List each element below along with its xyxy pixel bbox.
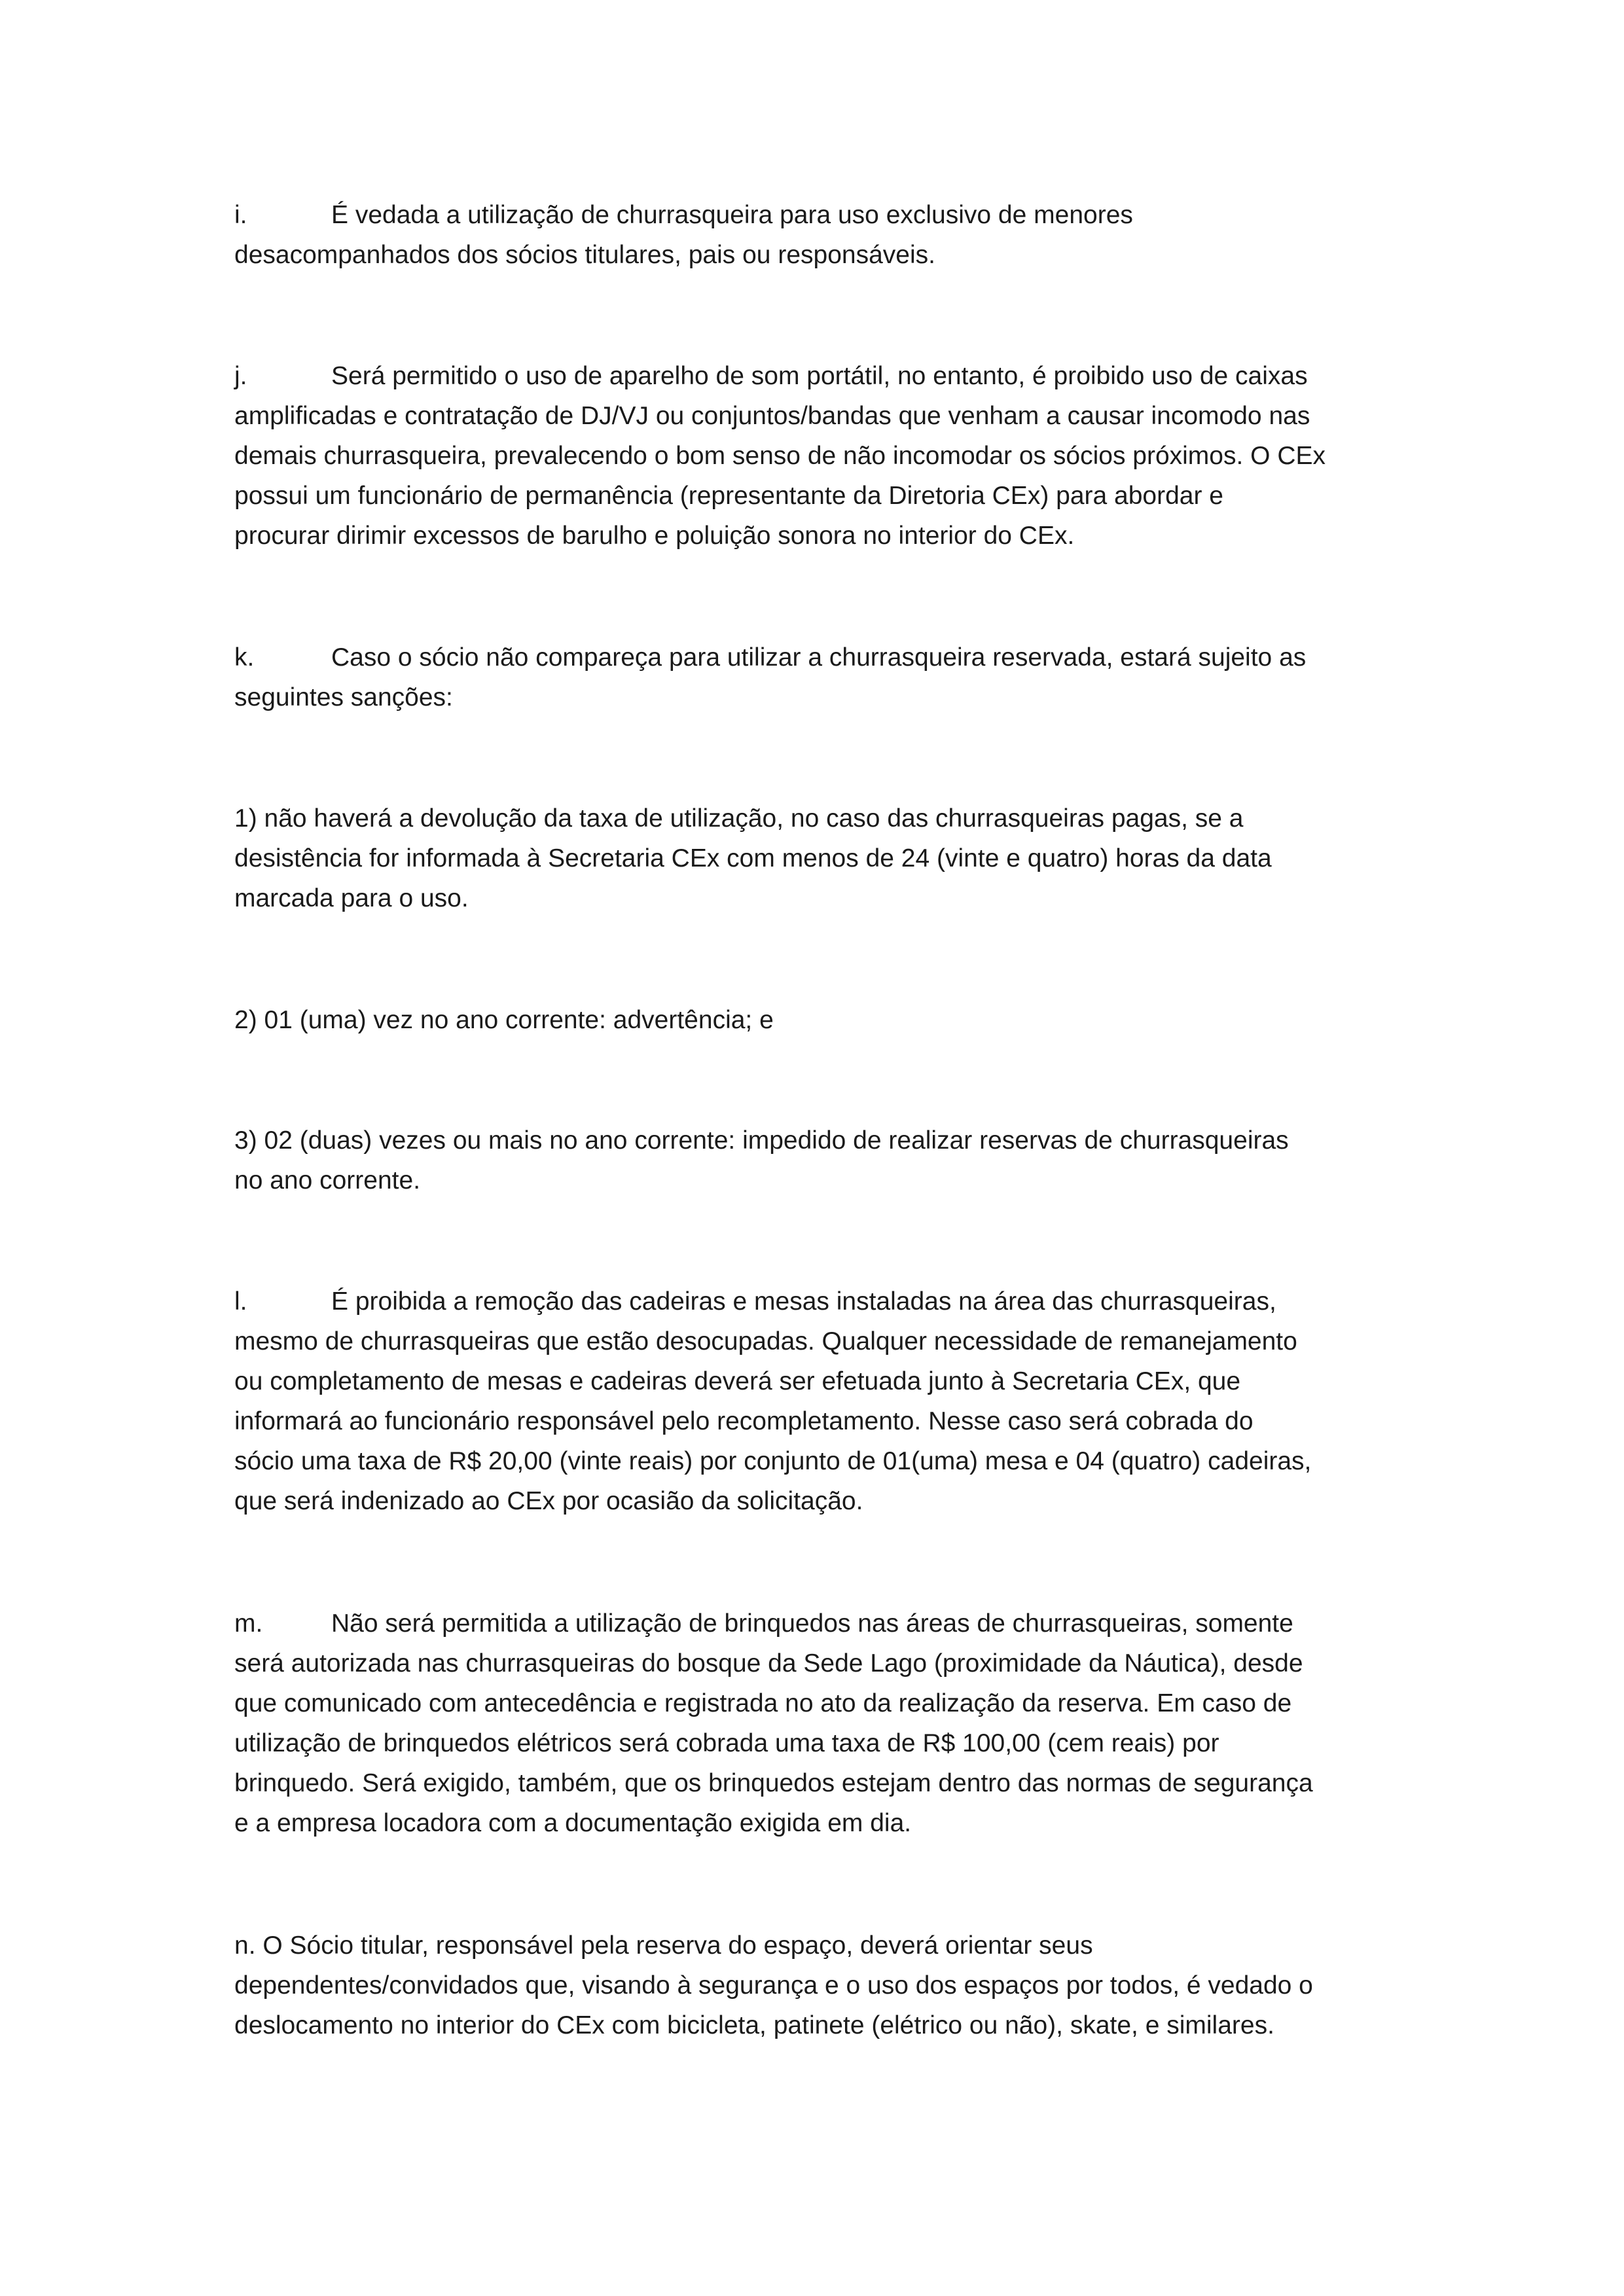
- item-marker: m.: [234, 1609, 263, 1638]
- text-line: seguintes sanções:: [234, 683, 453, 711]
- paragraph-sanction-1: [234, 798, 1406, 918]
- text-line: deslocamento no interior do CEx com bicicleta, patinete (elétrico ou não), skate, e similares.: [234, 2011, 1274, 2039]
- text-line: 1) não haverá a devolução da taxa de utilização, no caso das churrasqueiras pagas, se a: [234, 804, 1244, 833]
- text-line: procurar dirimir excessos de barulho e poluição sonora no interior do CEx.: [234, 522, 1075, 550]
- line-text: Caso o sócio não compareça para utilizar a churrasqueira reservada, estará sujeito as: [331, 643, 1307, 672]
- text-line: no ano corrente.: [234, 1166, 421, 1194]
- paragraph-item-m: [234, 1604, 1406, 1843]
- text-line: ou completamento de mesas e cadeiras deverá ser efetuada junto à Secretaria CEx, que: [234, 1367, 1241, 1395]
- text-line: [234, 1282, 1406, 1321]
- paragraph-item-n: [234, 1926, 1406, 2045]
- text-line: utilização de brinquedos elétricos será cobrada uma taxa de R$ 100,00 (cem reais) por: [234, 1729, 1219, 1757]
- text-line: informará ao funcionário responsável pelo recompletamento. Nesse caso será cobrada do: [234, 1407, 1254, 1435]
- text-line: amplificadas e contratação de DJ/VJ ou conjuntos/bandas que venham a causar incomodo nas: [234, 402, 1310, 430]
- text-line: 2) 01 (uma) vez no ano corrente: advertência; e: [234, 1006, 774, 1034]
- paragraph-sanction-2: [234, 1000, 1406, 1040]
- item-marker: i.: [234, 201, 247, 229]
- text-line: [234, 356, 1406, 396]
- text-line: possui um funcionário de permanência (representante da Diretoria CEx) para abordar e: [234, 482, 1223, 510]
- line-text: Não será permitida a utilização de brinquedos nas áreas de churrasqueiras, somente: [331, 1609, 1293, 1638]
- item-marker: k.: [234, 643, 255, 672]
- text-line: n. O Sócio titular, responsável pela reserva do espaço, deverá orientar seus: [234, 1931, 1093, 1960]
- text-line: demais churrasqueira, prevalecendo o bom senso de não incomodar os sócios próximos. O CEx: [234, 442, 1326, 470]
- text-line: que comunicado com antecedência e registrada no ato da realização da reserva. Em caso de: [234, 1689, 1292, 1717]
- paragraph-item-l: [234, 1282, 1406, 1521]
- item-marker: j.: [234, 362, 247, 390]
- text-line: dependentes/convidados que, visando à segurança e o uso dos espaços por todos, é vedado o: [234, 1971, 1313, 2000]
- line-text: É vedada a utilização de churrasqueira para uso exclusivo de menores: [331, 201, 1133, 229]
- paragraph-item-j: [234, 356, 1406, 556]
- text-line: [234, 1604, 1406, 1643]
- line-text: Será permitido o uso de aparelho de som portátil, no entanto, é proibido uso de caixas: [331, 362, 1308, 390]
- item-marker: l.: [234, 1287, 247, 1316]
- text-line: desistência for informada à Secretaria CEx com menos de 24 (vinte e quatro) horas da data: [234, 844, 1272, 872]
- text-line: desacompanhados dos sócios titulares, pais ou responsáveis.: [234, 241, 935, 269]
- text-line: será autorizada nas churrasqueiras do bosque da Sede Lago (proximidade da Náutica), desde: [234, 1649, 1303, 1677]
- text-line: [234, 637, 1406, 677]
- paragraph-item-i: [234, 195, 1406, 275]
- text-line: 3) 02 (duas) vezes ou mais no ano corrente: impedido de realizar reservas de churrasqueiras: [234, 1126, 1289, 1155]
- line-text: É proibida a remoção das cadeiras e mesas instaladas na área das churrasqueiras,: [331, 1287, 1276, 1316]
- text-line: [234, 195, 1406, 235]
- paragraph-sanction-3: [234, 1121, 1406, 1200]
- paragraph-item-k: [234, 637, 1406, 717]
- text-line: brinquedo. Será exigido, também, que os brinquedos estejam dentro das normas de segurança: [234, 1769, 1313, 1797]
- text-line: marcada para o uso.: [234, 884, 469, 912]
- text-line: e a empresa locadora com a documentação exigida em dia.: [234, 1809, 912, 1837]
- text-line: sócio uma taxa de R$ 20,00 (vinte reais) por conjunto de 01(uma) mesa e 04 (quatro) cadeiras,: [234, 1447, 1312, 1475]
- text-line: que será indenizado ao CEx por ocasião da solicitação.: [234, 1487, 863, 1515]
- text-line: mesmo de churrasqueiras que estão desocupadas. Qualquer necessidade de remanejamento: [234, 1327, 1297, 1355]
